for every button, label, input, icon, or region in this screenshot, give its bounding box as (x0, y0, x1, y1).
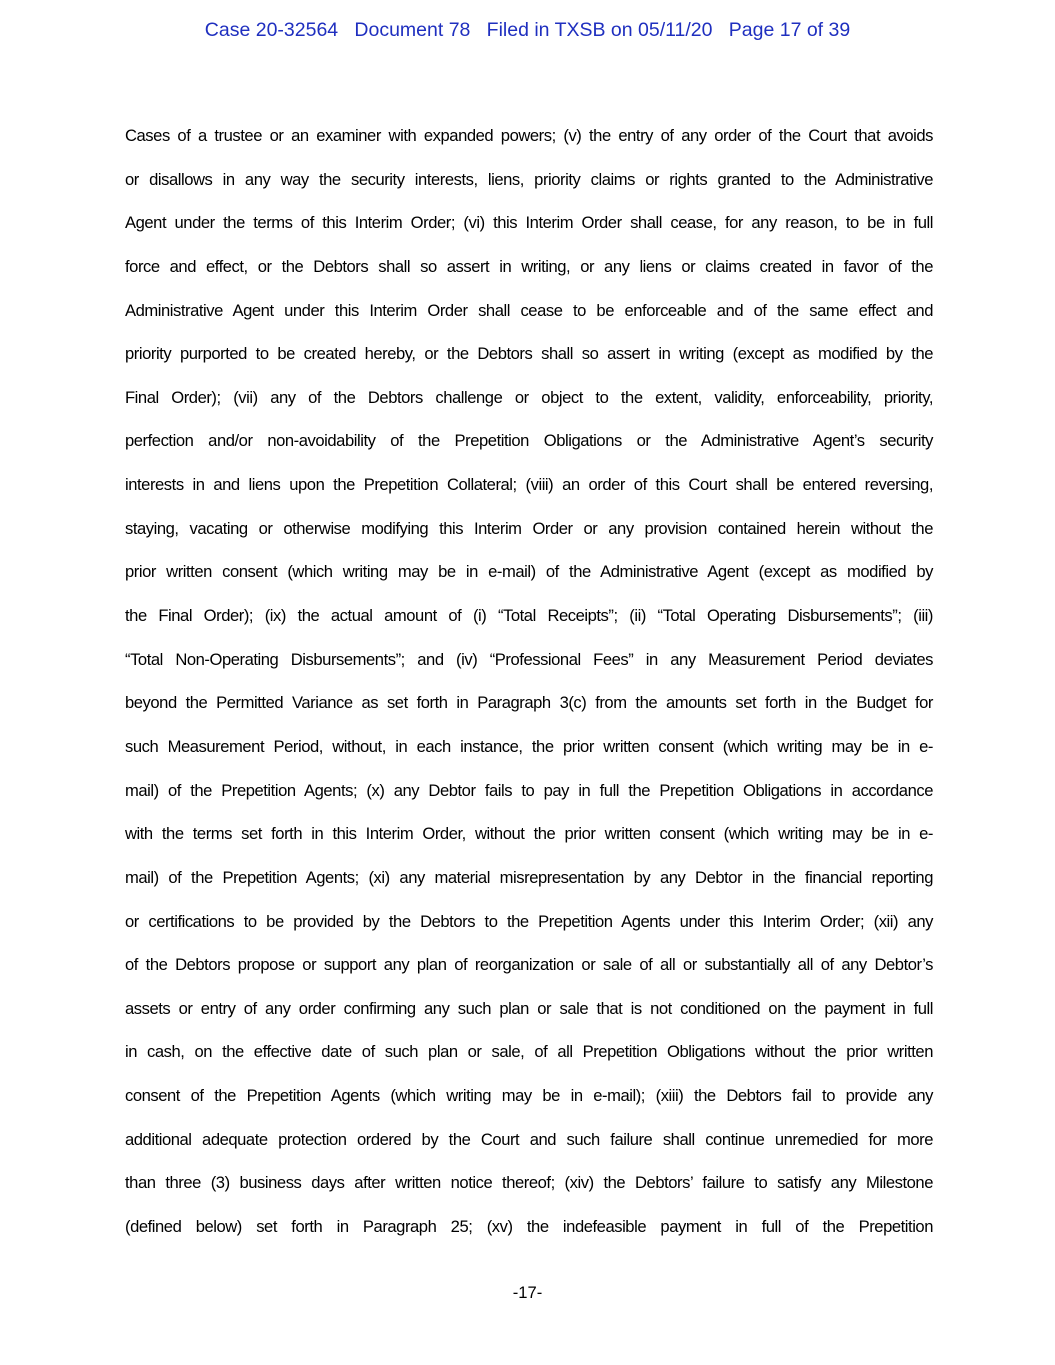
text-line: such Measurement Period, without, in each instance, the prior written consent (which writing may be in e- (125, 736, 933, 756)
text-line: additional adequate protection ordered by the Court and such failure shall continue unremedied for more (125, 1129, 933, 1149)
text-line: mail) of the Prepetition Agents; (xi) any material misrepresentation by any Debtor in the financial reporting (125, 867, 933, 887)
text-line: “Total Non-Operating Disbursements”; and (iv) “Professional Fees” in any Measurement Period deviates (125, 649, 933, 669)
text-line: force and effect, or the Debtors shall so assert in writing, or any liens or claims created in favor of the (125, 256, 933, 276)
filed-date: Filed in TXSB on 05/11/20 (486, 19, 713, 41)
body-paragraph (125, 123, 933, 1258)
text-line: of the Debtors propose or support any plan of reorganization or sale of all or substantially all of any Debtor’s (125, 955, 933, 975)
text-line: Agent under the terms of this Interim Order; (vi) this Interim Order shall cease, for any reason, to be in full (125, 213, 933, 233)
case-number: Case 20-32564 (204, 19, 339, 41)
text-line: or disallows in any way the security interests, liens, priority claims or rights granted to the Administrative (125, 169, 933, 189)
text-line: (defined below) set forth in Paragraph 25; (xv) the indefeasible payment in full of the Prepetition (125, 1217, 933, 1237)
text-line: assets or entry of any order confirming any such plan or sale that is not conditioned on the payment in full (125, 998, 933, 1018)
text-line: Cases of a trustee or an examiner with expanded powers; (v) the entry of any order of the Court that avoids (125, 126, 933, 145)
text-line: prior written consent (which writing may be in e-mail) of the Administrative Agent (except as modified by (125, 562, 933, 582)
text-line: priority purported to be created hereby, or the Debtors shall so assert in writing (except as modified by the (125, 344, 933, 364)
text-line: consent of the Prepetition Agents (which writing may be in e-mail); (xiii) the Debtors fail to provide any (125, 1086, 933, 1106)
court-filing-header (0, 19, 1055, 42)
text-line: than three (3) business days after written notice thereof; (xiv) the Debtors’ failure to satisfy any Milestone (125, 1173, 933, 1193)
text-line: the Final Order); (ix) the actual amount of (i) “Total Receipts”; (ii) “Total Operating Disbursements”; (iii) (125, 606, 933, 626)
text-line: staying, vacating or otherwise modifying this Interim Order or any provision contained herein without the (125, 518, 933, 538)
text-line: interests in and liens upon the Prepetition Collateral; (viii) an order of this Court shall be entered reversing, (125, 475, 933, 495)
text-line: Final Order); (vii) any of the Debtors challenge or object to the extent, validity, enforceability, priority, (125, 387, 933, 407)
text-line: in cash, on the effective date of such plan or sale, of all Prepetition Obligations without the prior written (125, 1042, 933, 1062)
page-number: -17- (512, 1283, 543, 1302)
text-line: Administrative Agent under this Interim Order shall cease to be enforceable and of the same effect and (125, 300, 933, 320)
text-line: with the terms set forth in this Interim Order, without the prior written consent (which writing may be in e- (125, 824, 933, 844)
text-line: or certifications to be provided by the Debtors to the Prepetition Agents under this Interim Order; (xii) any (125, 911, 933, 931)
page-count: Page 17 of 39 (728, 19, 851, 41)
document-number: Document 78 (354, 19, 471, 41)
text-line: perfection and/or non-avoidability of the Prepetition Obligations or the Administrative Agent’s security (125, 431, 933, 451)
text-line: beyond the Permitted Variance as set forth in Paragraph 3(c) from the amounts set forth in the Budget for (125, 693, 933, 713)
text-line: mail) of the Prepetition Agents; (x) any Debtor fails to pay in full the Prepetition Obligations in accordance (125, 780, 933, 800)
